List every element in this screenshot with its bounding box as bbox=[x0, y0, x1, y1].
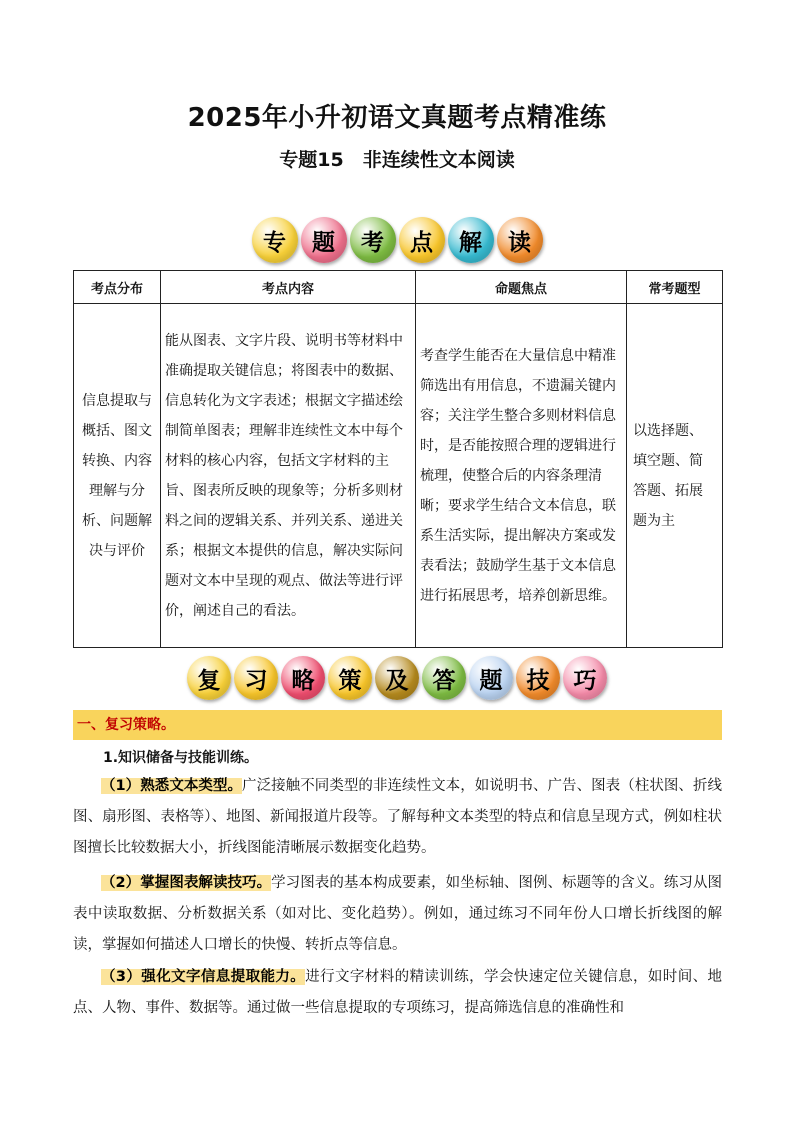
table-header-cell: 命题焦点 bbox=[416, 271, 627, 304]
badge-circle: 解 bbox=[448, 217, 494, 263]
badge-circle: 题 bbox=[301, 217, 347, 263]
paragraph-text: 广泛接触不同类型的非连续性文本，如说明书、广告、图表（柱状图、折线图、扇形图、表格等）、地图、新闻报道片段等。了解每种文本类型的特点和信息呈现方式，例如柱状图擅长比较数据大小，折线图能清晰展示数据变化趋势。 bbox=[73, 778, 722, 856]
badge-circle: 题 bbox=[469, 656, 513, 700]
table-row bbox=[74, 304, 723, 648]
paragraph bbox=[73, 962, 722, 1024]
topic-table bbox=[73, 270, 723, 648]
document-title: 2025年小升初语文真题考点精准练 bbox=[187, 103, 607, 133]
table-header-cell: 考点分布 bbox=[74, 271, 161, 304]
strategy-badges bbox=[0, 656, 794, 700]
paragraph-label: （3）强化文字信息提取能力。 bbox=[101, 969, 306, 985]
paragraph-label: （2）掌握图表解读技巧。 bbox=[101, 875, 272, 891]
table-header-row bbox=[74, 271, 723, 304]
badge-circle: 技 bbox=[516, 656, 560, 700]
content-cell: 能从图表、文字片段、说明书等材料中准确提取关键信息；将图表中的数据、信息转化为文字表述；根据文字描述绘制简单图表；理解非连续性文本中每个材料的核心内容，包括文字材料的主旨、图表所反映的现象等；分析多则材料之间的逻辑关系、并列关系、递进关系；根据文本提供的信息，解决实际问题对文本中呈现的观点、做法等进行评价，阐述自己的看法。 bbox=[161, 304, 416, 648]
paragraph bbox=[73, 771, 722, 864]
table-header-cell: 常考题型 bbox=[627, 271, 723, 304]
section-heading: 一、复习策略。 bbox=[73, 710, 722, 740]
section-subheading: 1.知识储备与技能训练。 bbox=[103, 750, 259, 766]
badge-circle: 考 bbox=[350, 217, 396, 263]
badge-circle: 略 bbox=[281, 656, 325, 700]
badge-circle: 及 bbox=[375, 656, 419, 700]
types-cell: 以选择题、填空题、简答题、拓展题为主 bbox=[627, 304, 723, 648]
paragraph bbox=[73, 868, 722, 961]
badge-circle: 答 bbox=[422, 656, 466, 700]
topic-badges bbox=[0, 217, 794, 263]
paragraph-label: （1）熟悉文本类型。 bbox=[101, 778, 243, 794]
table-header-cell: 考点内容 bbox=[161, 271, 416, 304]
badge-circle: 复 bbox=[187, 656, 231, 700]
badge-circle: 点 bbox=[399, 217, 445, 263]
badge-circle: 习 bbox=[234, 656, 278, 700]
document-subtitle: 专题15 非连续性文本阅读 bbox=[279, 149, 515, 171]
paragraph-text: 学习图表的基本构成要素，如坐标轴、图例、标题等的含义。练习从图表中读取数据、分析数据关系（如对比、变化趋势）。例如，通过练习不同年份人口增长折线图的解读，掌握如何描述人口增长的快慢、转折点等信息。 bbox=[73, 875, 722, 953]
badge-circle: 读 bbox=[497, 217, 543, 263]
focus-cell: 考查学生能否在大量信息中精准筛选出有用信息，不遗漏关键内容；关注学生整合多则材料信息时，是否能按照合理的逻辑进行梳理，使整合后的内容条理清晰；要求学生结合文本信息，联系生活实际，提出解决方案或发表看法；鼓励学生基于文本信息进行拓展思考，培养创新思维。 bbox=[416, 304, 627, 648]
badge-circle: 巧 bbox=[563, 656, 607, 700]
paragraph-text: 进行文字材料的精读训练，学会快速定位关键信息，如时间、地点、人物、事件、数据等。通过做一些信息提取的专项练习，提高筛选信息的准确性和 bbox=[73, 969, 723, 1016]
distribution-cell: 信息提取与概括、图文转换、内容理解与分析、问题解决与评价 bbox=[74, 304, 161, 648]
badge-circle: 策 bbox=[328, 656, 372, 700]
badge-circle: 专 bbox=[252, 217, 298, 263]
